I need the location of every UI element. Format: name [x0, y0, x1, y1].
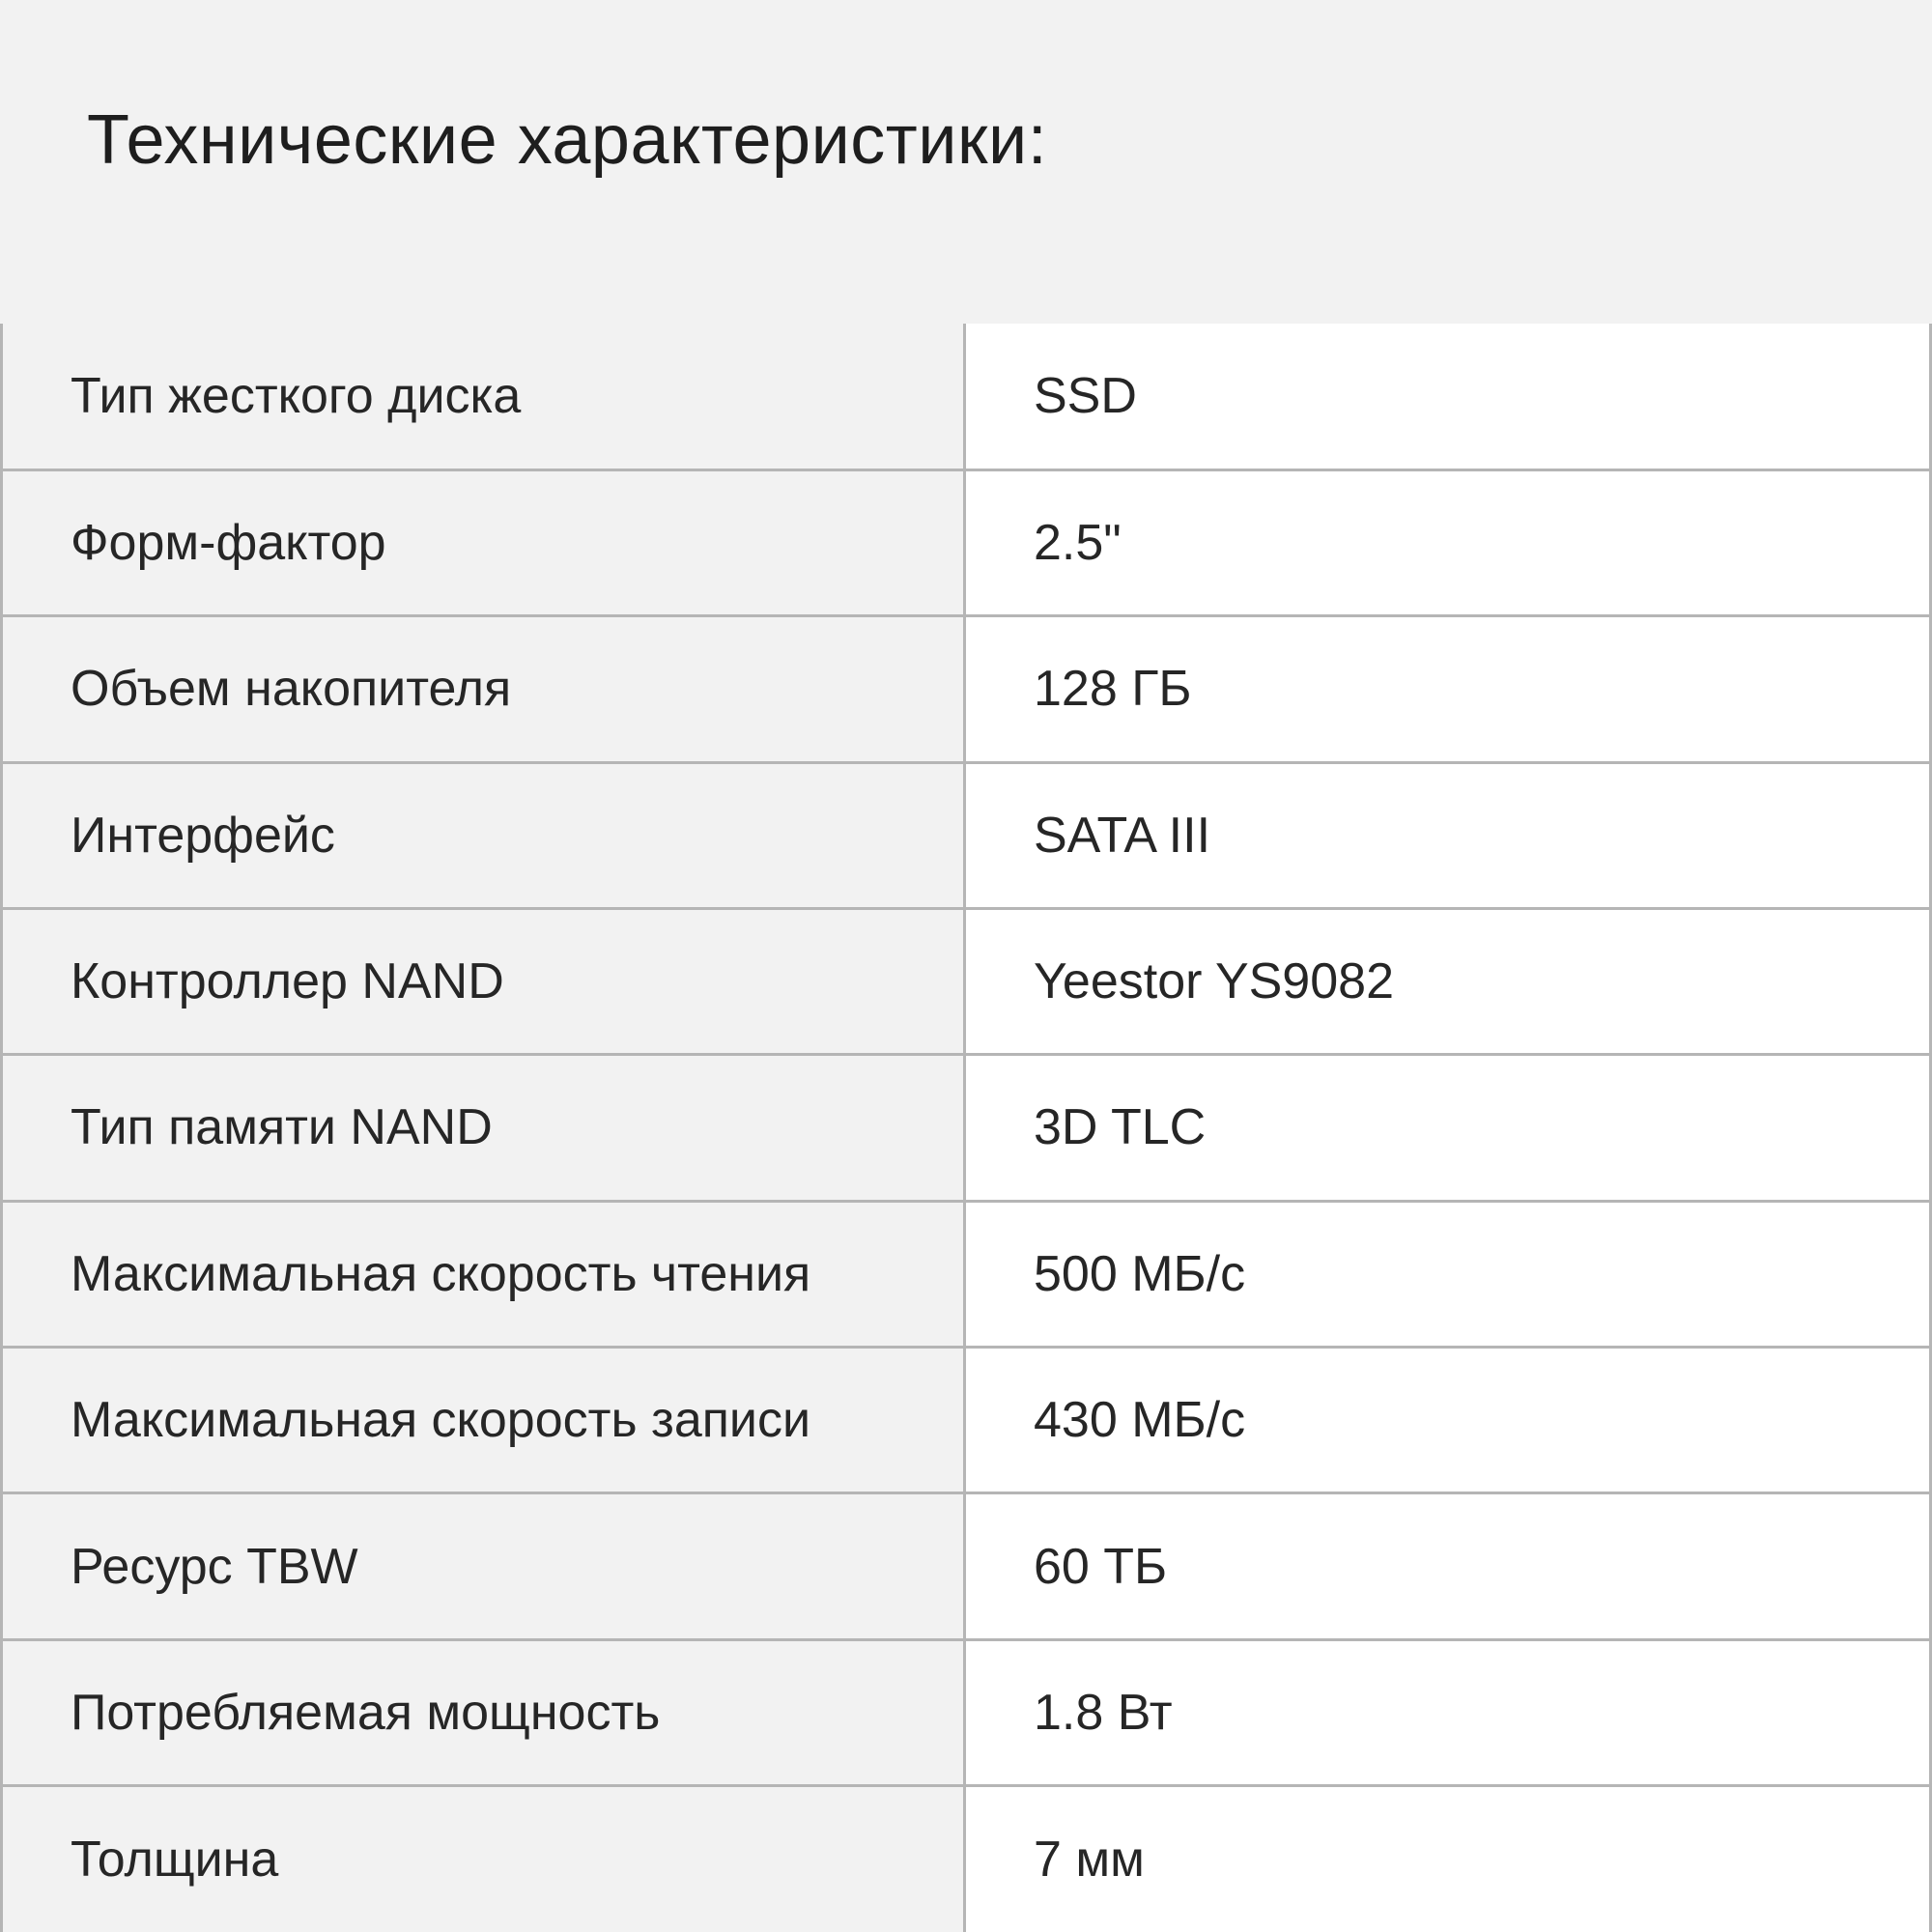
spec-label: Интерфейс [2, 762, 965, 908]
spec-label: Объем накопителя [2, 616, 965, 762]
table-row [2, 1055, 1931, 1201]
spec-value: SSD [965, 324, 1931, 469]
table-row [2, 1201, 1931, 1347]
spec-value: 128 ГБ [965, 616, 1931, 762]
spec-value: 3D TLC [965, 1055, 1931, 1201]
spec-value: 500 МБ/с [965, 1201, 1931, 1347]
table-row [2, 908, 1931, 1054]
spec-label: Тип жесткого диска [2, 324, 965, 469]
table-row [2, 1639, 1931, 1785]
table-row [2, 762, 1931, 908]
page-title: Технические характеристики: [87, 101, 1048, 179]
spec-label: Ресурс TBW [2, 1493, 965, 1639]
spec-value: 7 мм [965, 1786, 1931, 1932]
spec-label: Максимальная скорость записи [2, 1348, 965, 1493]
spec-value: 430 МБ/с [965, 1348, 1931, 1493]
spec-value: Yeestor YS9082 [965, 908, 1931, 1054]
spec-label: Потребляемая мощность [2, 1639, 965, 1785]
spec-value: 2.5" [965, 469, 1931, 615]
spec-label: Контроллер NAND [2, 908, 965, 1054]
table-row [2, 324, 1931, 469]
spec-value: 60 ТБ [965, 1493, 1931, 1639]
spec-label: Форм-фактор [2, 469, 965, 615]
spec-value: SATA III [965, 762, 1931, 908]
table-row [2, 1493, 1931, 1639]
table-row [2, 469, 1931, 615]
spec-label: Толщина [2, 1786, 965, 1932]
table-row [2, 616, 1931, 762]
table-row [2, 1786, 1931, 1932]
spec-label: Максимальная скорость чтения [2, 1201, 965, 1347]
spec-value: 1.8 Вт [965, 1639, 1931, 1785]
table-row [2, 1348, 1931, 1493]
spec-label: Тип памяти NAND [2, 1055, 965, 1201]
specs-table [0, 324, 1932, 1932]
header [0, 0, 1932, 324]
